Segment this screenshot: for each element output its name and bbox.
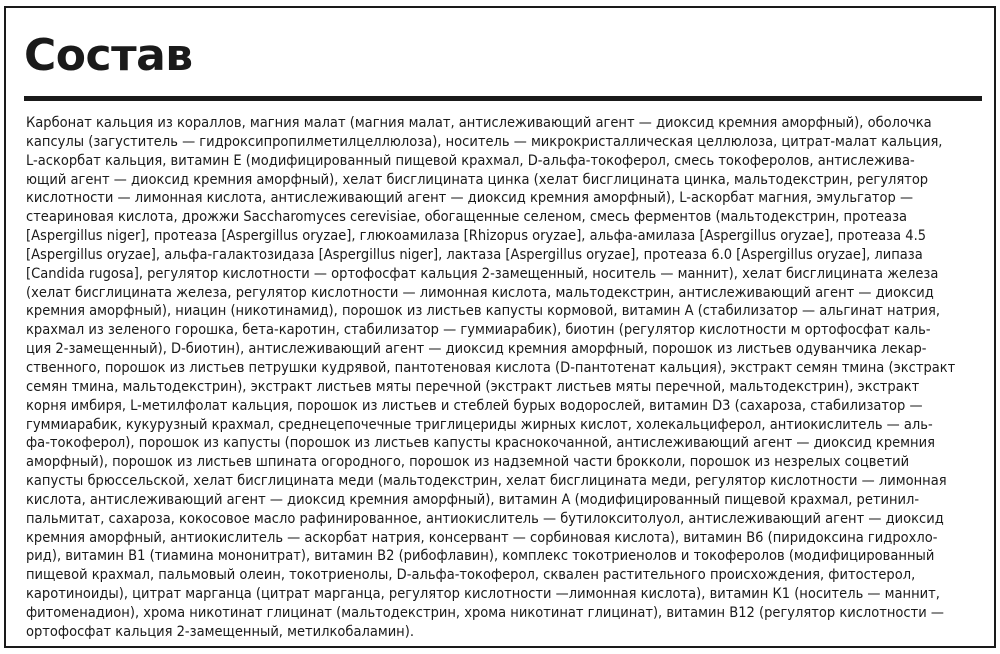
ingredients-line: кремния аморфный, антиокислитель — аскорбат натрия, консервант — сорбиновая кислота), витамин В6 (пиридоксина гидрохло- (26, 528, 938, 546)
ingredients-line: кислота, антислеживающий агент — диоксид кремния аморфный), витамин А (модифицированный пищевой крахмал, ретинил- (26, 490, 920, 508)
ingredients-line: пальмитат, сахароза, кокосовое масло рафинированное, антиокислитель — бутилокситолуол, антислеживающий агент — диоксид (26, 509, 944, 527)
ingredients-line: капсулы (загуститель — гидроксипропилметилцеллюлоза), носитель — микрокристаллическая целлюлоза, цитрат-малат кальция, (26, 132, 943, 150)
title-divider (24, 96, 982, 101)
ingredients-line: ортофосфат кальция 2-замещенный, метилкобаламин). (26, 622, 415, 640)
ingredients-line: крахмал из зеленого горошка, бета-каротин, стабилизатор — гуммиарабик), биотин (регулятор кислотности м ортофосфат каль- (26, 321, 931, 339)
ingredients-line: корня имбиря, L-метилфолат кальция, порошок из листьев и стеблей бурых водорослей, витамин D3 (сахароза, стабилизатор — (26, 396, 923, 414)
ingredients-line: рид), витамин В1 (тиамина мононитрат), витамин В2 (рибофлавин), комплекс токотриенолов и токоферолов (модифицированный (26, 547, 935, 565)
composition-panel (4, 6, 996, 648)
ingredients-line: Карбонат кальция из кораллов, магния малат (магния малат, антислеживающий агент — диоксид кремния аморфный), оболочка (26, 114, 932, 131)
ingredients-line: [Aspergillus niger], протеаза [Aspergillus oryzae], глюкоамилаза [Rhizopus oryzae], альфа-амилаза [Aspergillus oryzae], протеаза 4.5 (26, 227, 927, 245)
ingredients-line: аморфный), порошок из листьев шпината огородного, порошок из надземной части брокколи, порошок из незрелых соцветий (26, 453, 910, 471)
page-title: Состав (24, 30, 193, 81)
ingredients-line: кислотности — лимонная кислота, антислеживающий агент — диоксид кремния аморфный), L-аскорбат магния, эмульгатор — (26, 189, 914, 207)
ingredients-line: капусты брюссельской, хелат бисглицината меди (мальтодекстрин, хелат бисглицината меди, регулятор кислотности — лимонная (26, 472, 947, 490)
ingredients-line: ственного, порошок из листьев петрушки кудрявой, пантотеновая кислота (D-пантотенат кальция), экстракт семян тмина (экстракт (26, 358, 956, 376)
ingredients-line: гуммиарабик, кукурузный крахмал, среднецепочечные триглицериды жирных кислот, холекальциферол, антиокислитель — аль- (26, 415, 933, 433)
ingredients-line: фитоменадион), хрома никотинат глицинат (мальтодекстрин, хрома никотинат глицинат), витамин В12 (регулятор кислотности — (26, 603, 944, 621)
ingredients-line: кремния аморфный), ниацин (никотинамид), порошок из листьев капусты кормовой, витамин А (стабилизатор — альгинат натрия, (26, 302, 941, 320)
ingredients-line: [Aspergillus oryzae], альфа-галактозидаза [Aspergillus niger], лактаза [Aspergillus oryzae], протеаза 6.0 [Aspergillus oryzae], липаза (26, 245, 923, 263)
ingredients-line: L-аскорбат кальция, витамин Е (модифицированный пищевой крахмал, D-альфа-токоферол, смесь токоферолов, антислежива- (26, 151, 915, 169)
ingredients-line: фа-токоферол), порошок из капусты (порошок из листьев капусты краснокочанной, антислеживающий агент — диоксид кремния (26, 434, 935, 452)
ingredients-line: ющий агент — диоксид кремния аморфный), хелат бисглицината цинка (хелат бисглицината цинка, мальтодекстрин, регулятор (26, 170, 929, 188)
ingredients-line: ция 2-замещенный), D-биотин), антислеживающий агент — диоксид кремния аморфный, порошок из листьев одуванчика лекар- (26, 340, 927, 358)
ingredients-line: [Candida rugosa], регулятор кислотности — ортофосфат кальция 2-замещенный, носитель — маннит), хелат бисглицината железа (26, 264, 939, 282)
ingredients-line: семян тмина, мальтодекстрин), экстракт листьев мяты перечной (экстракт листьев мяты перечной, мальтодекстрин), экстракт (26, 377, 920, 395)
ingredients-line: (хелат бисглицината железа, регулятор кислотности — лимонная кислота, мальтодекстрин, антислеживающий агент — диоксид (26, 283, 934, 301)
ingredients-line: стеариновая кислота, дрожжи Saccharomyces cerevisiae, обогащенные селеном, смесь ферментов (мальтодекстрин, протеаза (26, 208, 908, 226)
ingredients-text (26, 114, 986, 642)
ingredients-line: пищевой крахмал, пальмовый олеин, токотриенолы, D-альфа-токоферол, сквален растительного происхождения, фитостерол, (26, 566, 916, 584)
ingredients-line: каротиноиды), цитрат марганца (цитрат марганца, регулятор кислотности —лимонная кислота), витамин К1 (носитель — маннит, (26, 585, 940, 603)
